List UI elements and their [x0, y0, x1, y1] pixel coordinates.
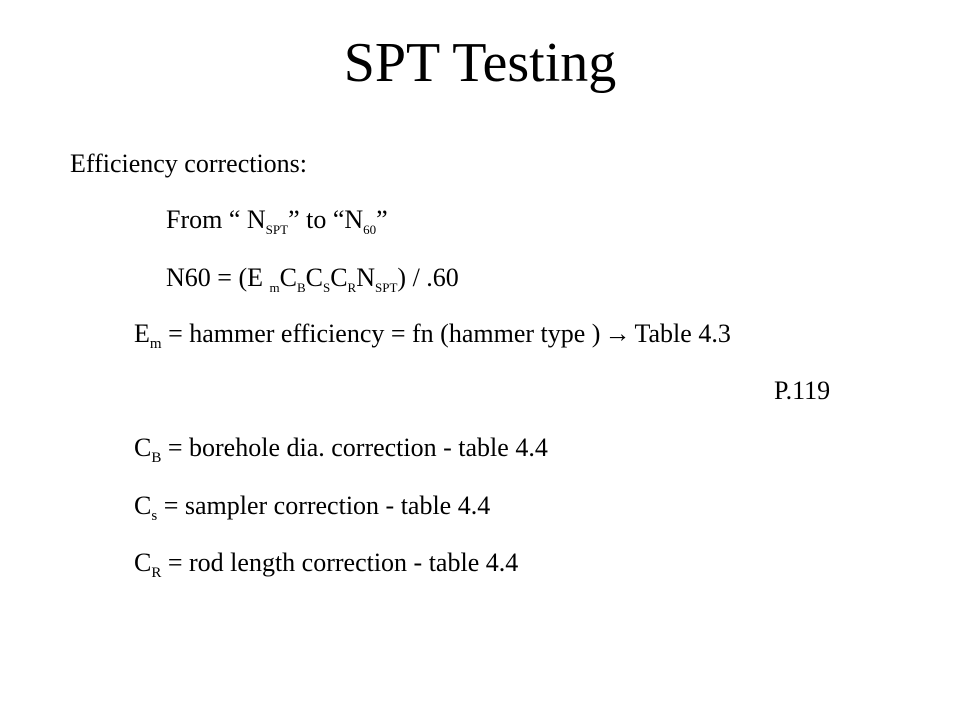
cs-c: C — [134, 491, 152, 520]
formula-b-subscript: B — [296, 280, 306, 295]
formula-c2: C — [305, 263, 323, 292]
efficiency-corrections-heading: Efficiency corrections: — [70, 149, 308, 178]
formula-suffix: ) / .60 — [397, 263, 459, 292]
close-quote: ” — [376, 205, 388, 234]
formula-c1: C — [279, 263, 297, 292]
n60-subscript: 60 — [363, 222, 377, 237]
cs-definition-line — [134, 490, 490, 522]
cs-subscript: s — [151, 508, 158, 524]
right-arrow-icon: → — [604, 319, 631, 348]
cr-subscript: R — [151, 565, 162, 581]
em-m-subscript: m — [149, 336, 162, 352]
em-text: = hammer efficiency = fn (hammer type ) — [161, 319, 601, 348]
cr-text: = rod length correction - table 4.4 — [161, 548, 519, 577]
cb-c: C — [134, 433, 152, 462]
formula-r-subscript: R — [347, 280, 357, 295]
cr-c: C — [134, 548, 152, 577]
slide-title: SPT Testing — [343, 32, 617, 94]
em-definition-line — [134, 318, 731, 350]
formula-s-subscript: S — [322, 280, 331, 295]
cb-text: = borehole dia. correction - table 4.4 — [161, 433, 548, 462]
em-e: E — [134, 319, 150, 348]
formula-prefix: N60 = (E — [166, 263, 270, 292]
formula-spt-subscript: SPT — [375, 280, 398, 295]
formula-n: N — [356, 263, 375, 292]
page-reference: P.119 — [774, 376, 831, 405]
from-nspt-to-n60-line — [166, 204, 388, 236]
n60-formula — [166, 262, 459, 294]
formula-c3: C — [330, 263, 348, 292]
formula-m-subscript: m — [269, 280, 280, 295]
spt-subscript: SPT — [265, 222, 289, 237]
cr-definition-line — [134, 547, 518, 579]
from-text: From “ N — [166, 205, 266, 234]
cb-subscript: B — [151, 450, 162, 466]
cs-text: = sampler correction - table 4.4 — [157, 491, 491, 520]
cb-definition-line — [134, 432, 548, 464]
em-table-ref: Table 4.3 — [634, 319, 731, 348]
to-text: ” to “N — [288, 205, 364, 234]
